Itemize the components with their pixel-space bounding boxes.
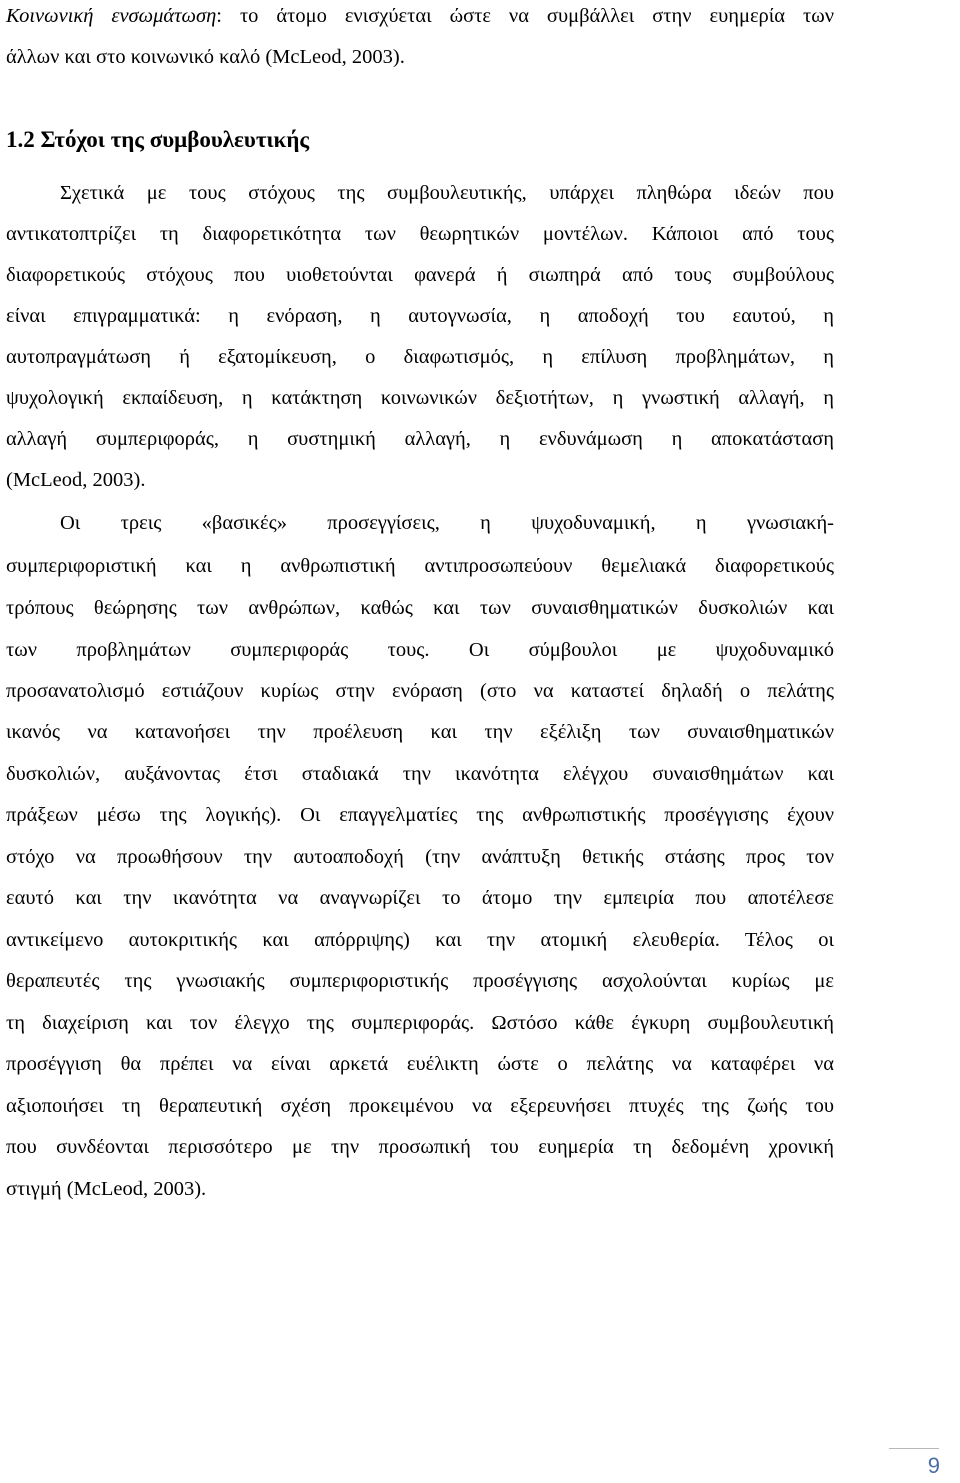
intro-line-1 [6,4,834,28]
paragraph-line: αντικείμενο αυτοκριτικής και απόρριψης) και την ατομική ελευθερία. Τέλος οι [6,929,834,951]
paragraph-line: συμπεριφοριστική και η ανθρωπιστική αντιπροσωπεύουν θεμελιακά διαφορετικούς [6,555,834,577]
paragraph-line: είναι επιγραμματικά: η ενόραση, η αυτογνωσία, η αποδοχή του εαυτού, η [6,305,834,327]
paragraph-line: που συνδέονται περισσότερο με την προσωπική του ευημερία τη δεδομένη χρονική [6,1136,834,1158]
paragraph-line: αυτοπραγμάτωση ή εξατομίκευση, ο διαφωτισμός, η επίλυση προβλημάτων, η [6,346,834,368]
paragraph-line: πράξεων μέσω της λογικής). Οι επαγγελματίες της ανθρωπιστικής προσέγγισης έχουν [6,804,834,826]
paragraph-line: προσέγγιση θα πρέπει να είναι αρκετά ευέλικτη ώστε ο πελάτης να καταφέρει να [6,1053,834,1075]
paragraph-line: προσανατολισμό εστιάζουν κυρίως στην ενόραση (στο να καταστεί δηλαδή ο πελάτης [6,680,834,702]
paragraph-line: ψυχολογική εκπαίδευση, η κατάκτηση κοινωνικών δεξιοτήτων, η γνωστική αλλαγή, η [6,387,834,409]
paragraph-line: αντικατοπτρίζει τη διαφορετικότητα των θεωρητικών μοντέλων. Κάποιοι από τους [6,223,834,245]
paragraph-line: αξιοποιήσει τη θεραπευτική σχέση προκειμένου να εξερευνήσει πτυχές της ζωής του [6,1095,834,1117]
paragraph-line: στόχο να προωθήσουν την αυτοαποδοχή (την ανάπτυξη θετικής στάσης προς τον [6,846,834,868]
footer-divider [889,1448,939,1449]
paragraph-line: διαφορετικούς στόχους που υιοθετούνται φανερά ή σιωπηρά από τους συμβούλους [6,264,834,286]
paragraph-line: εαυτό και την ικανότητα να αναγνωρίζει το άτομο την εμπειρία που αποτέλεσε [6,887,834,909]
paragraph-line: στιγμή (McLeod, 2003). [6,1178,207,1200]
intro-line-1-text: : το άτομο ενισχύεται ώστε να συμβάλλει στην ευημερία των [216,5,834,27]
paragraph-line: θεραπευτές της γνωσιακής συμπεριφοριστικής προσέγγισης ασχολούνται κυρίως με [6,970,834,992]
section-heading: 1.2 Στόχοι της συμβουλευτικής [6,127,310,152]
paragraph-line: ικανός να κατανοήσει την προέλευση και την εξέλιξη των συναισθηματικών [6,721,834,743]
paragraph-line: Σχετικά με τους στόχους της συμβουλευτικής, υπάρχει πληθώρα ιδεών που [60,182,834,204]
paragraph-line: τη διαχείριση και τον έλεγχο της συμπεριφοράς. Ωστόσο κάθε έγκυρη συμβουλευτική [6,1012,834,1034]
paragraph-line: τρόπους θεώρησης των ανθρώπων, καθώς και των συναισθηματικών δυσκολιών και [6,597,834,619]
paragraph-line: των προβλημάτων συμπεριφοράς τους. Οι σύμβουλοι με ψυχοδυναμικό [6,639,834,661]
page-number: 9 [927,1453,940,1478]
intro-line-2: άλλων και στο κοινωνικό καλό (McLeod, 2003). [6,46,405,68]
paragraph-line: αλλαγή συμπεριφοράς, η συστημική αλλαγή, η ενδυνάμωση η αποκατάσταση [6,428,834,450]
paragraph-line: (McLeod, 2003). [6,469,146,491]
paragraph-line: Οι τρεις «βασικές» προσεγγίσεις, η ψυχοδυναμική, η γνωσιακή- [60,512,834,534]
paragraph-line: δυσκολιών, αυξάνοντας έτσι σταδιακά την ικανότητα ελέγχου συναισθημάτων και [6,763,834,785]
intro-term: Κοινωνική ενσωμάτωση [6,5,217,27]
